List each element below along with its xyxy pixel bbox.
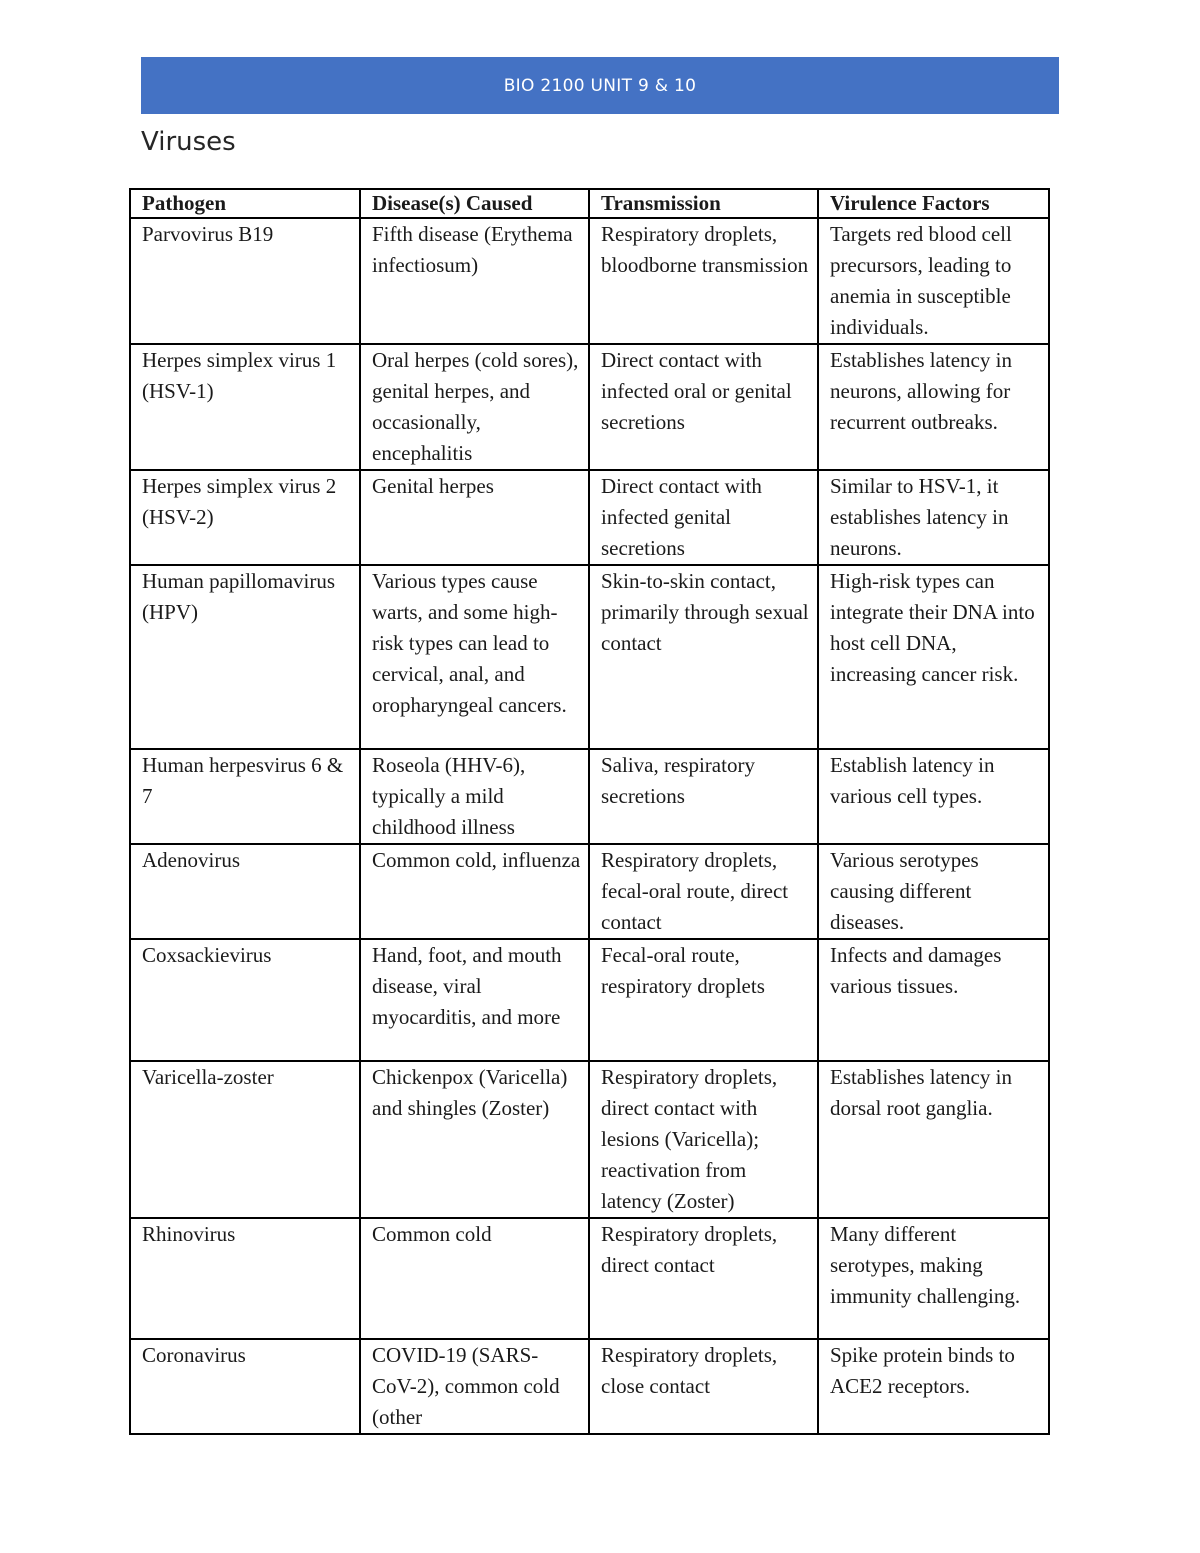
- cell-diseases: Fifth disease (Erythema infectiosum): [360, 218, 589, 344]
- column-header-virulence-factors: Virulence Factors: [818, 189, 1049, 218]
- cell-diseases: Genital herpes: [360, 470, 589, 565]
- cell-pathogen: Herpes simplex virus 2 (HSV-2): [130, 470, 360, 565]
- cell-virulence: Targets red blood cell precursors, leading to anemia in susceptible individuals.: [818, 218, 1049, 344]
- column-header-pathogen: Pathogen: [130, 189, 360, 218]
- cell-transmission: Respiratory droplets, close contact: [589, 1339, 818, 1434]
- cell-transmission: Direct contact with infected oral or genital secretions: [589, 344, 818, 470]
- table-row: [130, 1218, 1049, 1339]
- table-row: [130, 1339, 1049, 1434]
- column-header-transmission: Transmission: [589, 189, 818, 218]
- cell-virulence: High-risk types can integrate their DNA into host cell DNA, increasing cancer risk.: [818, 565, 1049, 749]
- cell-pathogen: Human herpesvirus 6 & 7: [130, 749, 360, 844]
- table-row: [130, 470, 1049, 565]
- cell-virulence: Establishes latency in neurons, allowing for recurrent outbreaks.: [818, 344, 1049, 470]
- cell-virulence: Various serotypes causing different diseases.: [818, 844, 1049, 939]
- column-header-diseases: Disease(s) Caused: [360, 189, 589, 218]
- cell-pathogen: Coxsackievirus: [130, 939, 360, 1061]
- cell-pathogen: Parvovirus B19: [130, 218, 360, 344]
- cell-diseases: Oral herpes (cold sores), genital herpes, and occasionally, encephalitis: [360, 344, 589, 470]
- cell-diseases: COVID-19 (SARS-CoV-2), common cold (other: [360, 1339, 589, 1434]
- page-header-bar: [141, 57, 1059, 114]
- cell-transmission: Skin-to-skin contact, primarily through sexual contact: [589, 565, 818, 749]
- cell-transmission: Direct contact with infected genital secretions: [589, 470, 818, 565]
- cell-pathogen: Rhinovirus: [130, 1218, 360, 1339]
- cell-transmission: Respiratory droplets, fecal-oral route, direct contact: [589, 844, 818, 939]
- cell-virulence: Establishes latency in dorsal root ganglia.: [818, 1061, 1049, 1218]
- section-title: Viruses: [141, 127, 236, 157]
- table-row: [130, 844, 1049, 939]
- virus-table: [129, 188, 1050, 1435]
- cell-virulence: Infects and damages various tissues.: [818, 939, 1049, 1061]
- cell-diseases: Common cold: [360, 1218, 589, 1339]
- cell-pathogen: Herpes simplex virus 1 (HSV-1): [130, 344, 360, 470]
- cell-virulence: Similar to HSV-1, it establishes latency in neurons.: [818, 470, 1049, 565]
- cell-diseases: Hand, foot, and mouth disease, viral myocarditis, and more: [360, 939, 589, 1061]
- cell-pathogen: Human papillomavirus (HPV): [130, 565, 360, 749]
- table-header-row: [130, 189, 1049, 218]
- table-row: [130, 1061, 1049, 1218]
- table-row: [130, 344, 1049, 470]
- cell-virulence: Establish latency in various cell types.: [818, 749, 1049, 844]
- cell-virulence: Spike protein binds to ACE2 receptors.: [818, 1339, 1049, 1434]
- cell-transmission: Respiratory droplets, direct contact: [589, 1218, 818, 1339]
- cell-transmission: Fecal-oral route, respiratory droplets: [589, 939, 818, 1061]
- cell-diseases: Roseola (HHV-6), typically a mild childhood illness: [360, 749, 589, 844]
- table-row: [130, 565, 1049, 749]
- cell-diseases: Various types cause warts, and some high-risk types can lead to cervical, anal, and oropharyngeal cancers.: [360, 565, 589, 749]
- cell-diseases: Chickenpox (Varicella) and shingles (Zoster): [360, 1061, 589, 1218]
- cell-pathogen: Adenovirus: [130, 844, 360, 939]
- table-row: [130, 749, 1049, 844]
- cell-pathogen: Varicella-zoster: [130, 1061, 360, 1218]
- cell-diseases: Common cold, influenza: [360, 844, 589, 939]
- cell-transmission: Respiratory droplets, bloodborne transmission: [589, 218, 818, 344]
- header-title: BIO 2100 UNIT 9 & 10: [503, 75, 697, 96]
- cell-virulence: Many different serotypes, making immunity challenging.: [818, 1218, 1049, 1339]
- cell-transmission: Saliva, respiratory secretions: [589, 749, 818, 844]
- table-row: [130, 218, 1049, 344]
- table-row: [130, 939, 1049, 1061]
- cell-transmission: Respiratory droplets, direct contact with lesions (Varicella); reactivation from latency (Zoster): [589, 1061, 818, 1218]
- cell-pathogen: Coronavirus: [130, 1339, 360, 1434]
